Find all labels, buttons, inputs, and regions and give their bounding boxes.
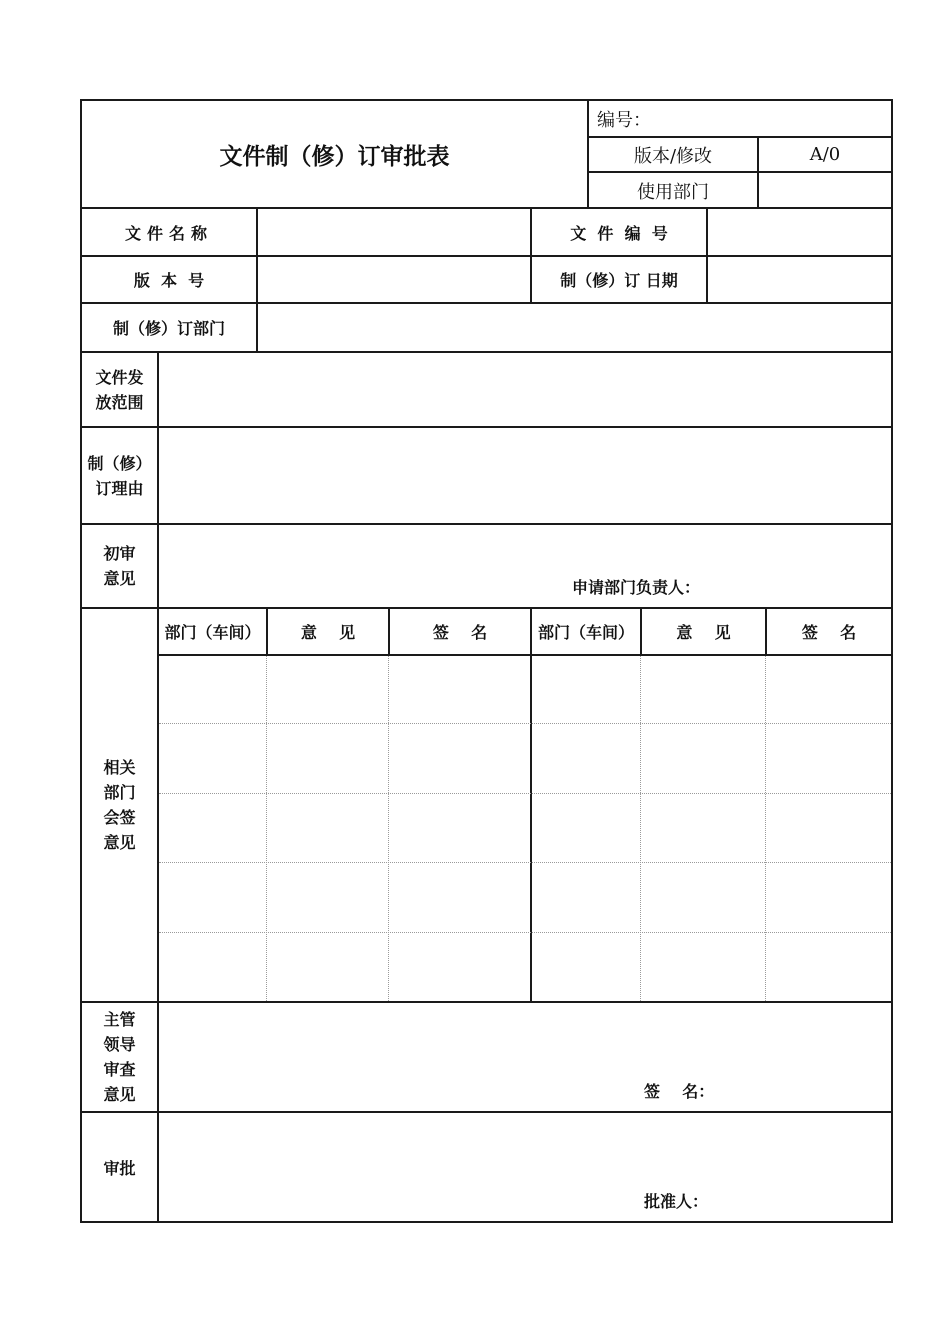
countersign-label-line3: 会签 xyxy=(103,808,136,827)
file-number-field[interactable] xyxy=(708,209,891,255)
col-header-sign-2: 签 名 xyxy=(801,623,857,642)
countersign-grid-v-4 xyxy=(640,656,641,1001)
reason-label-line2: 订理由 xyxy=(95,478,144,498)
scope-field[interactable] xyxy=(159,353,891,426)
page-title: 文件制（修）订审批表 xyxy=(219,144,450,170)
initial-review-field[interactable] xyxy=(159,525,891,607)
countersign-grid-v-1 xyxy=(266,656,267,1001)
supervisor-label-line4: 意见 xyxy=(103,1085,136,1104)
approval-signer-label: 批准人： xyxy=(644,1191,709,1211)
file-number-label: 文 件 编 号 xyxy=(570,223,668,243)
file-name-field[interactable] xyxy=(258,209,530,255)
supervisor-label-line1: 主管 xyxy=(103,1010,136,1029)
countersign-grid-h-2 xyxy=(159,793,891,794)
countersign-grid-v-2 xyxy=(388,656,389,1001)
countersign-center-divider xyxy=(530,607,532,1003)
scope-label xyxy=(82,353,157,426)
approval-label: 审批 xyxy=(103,1158,136,1178)
scope-label-line2: 放范围 xyxy=(95,392,144,412)
col-header-opinion-1: 意 见 xyxy=(300,623,356,642)
initial-review-label-line2: 意见 xyxy=(103,569,136,588)
dept-label: 使用部门 xyxy=(637,181,709,203)
reason-label xyxy=(82,428,157,523)
version-no-field[interactable] xyxy=(258,257,530,302)
version-label: 版本/修改 xyxy=(633,145,713,167)
border-right xyxy=(891,99,893,1223)
countersign-label-line4: 意见 xyxy=(103,833,136,852)
countersign-grid-v-5 xyxy=(765,656,766,1001)
code-label: 编号： xyxy=(597,109,651,131)
revise-date-field[interactable] xyxy=(708,257,891,302)
version-no-label: 版 本 号 xyxy=(133,271,205,290)
supervisor-label xyxy=(82,1003,157,1111)
border-bottom xyxy=(80,1221,893,1223)
reason-label-line1: 制（修） xyxy=(87,453,152,473)
countersign-label-line1: 相关 xyxy=(103,758,136,777)
supervisor-signer-label: 签 名： xyxy=(644,1081,715,1101)
col-header-opinion-2: 意 见 xyxy=(676,623,731,642)
countersign-label xyxy=(82,609,157,1001)
reason-field[interactable] xyxy=(159,428,891,523)
col-header-dept-1: 部门（车间） xyxy=(164,623,261,642)
initial-review-label-line1: 初审 xyxy=(103,544,136,563)
scope-label-line1: 文件发 xyxy=(95,367,144,387)
countersign-grid-h-4 xyxy=(159,932,891,933)
revise-date-label: 制（修）订 日期 xyxy=(560,271,678,290)
col-header-sign-1: 签 名 xyxy=(432,623,488,642)
supervisor-label-line3: 审查 xyxy=(103,1060,136,1079)
countersign-grid-h-3 xyxy=(159,862,891,863)
col-header-dept-2: 部门（车间） xyxy=(537,623,634,642)
revise-dept-label: 制（修）订部门 xyxy=(112,319,225,338)
initial-signer-label: 申请部门负责人： xyxy=(572,577,701,597)
revise-dept-field[interactable] xyxy=(258,304,891,351)
countersign-grid-h-1 xyxy=(159,723,891,724)
file-name-label: 文件名称 xyxy=(124,223,213,243)
version-value: A/0 xyxy=(809,144,841,165)
initial-review-label xyxy=(82,525,157,607)
supervisor-label-line2: 领导 xyxy=(103,1035,136,1054)
countersign-label-line2: 部门 xyxy=(103,783,136,802)
